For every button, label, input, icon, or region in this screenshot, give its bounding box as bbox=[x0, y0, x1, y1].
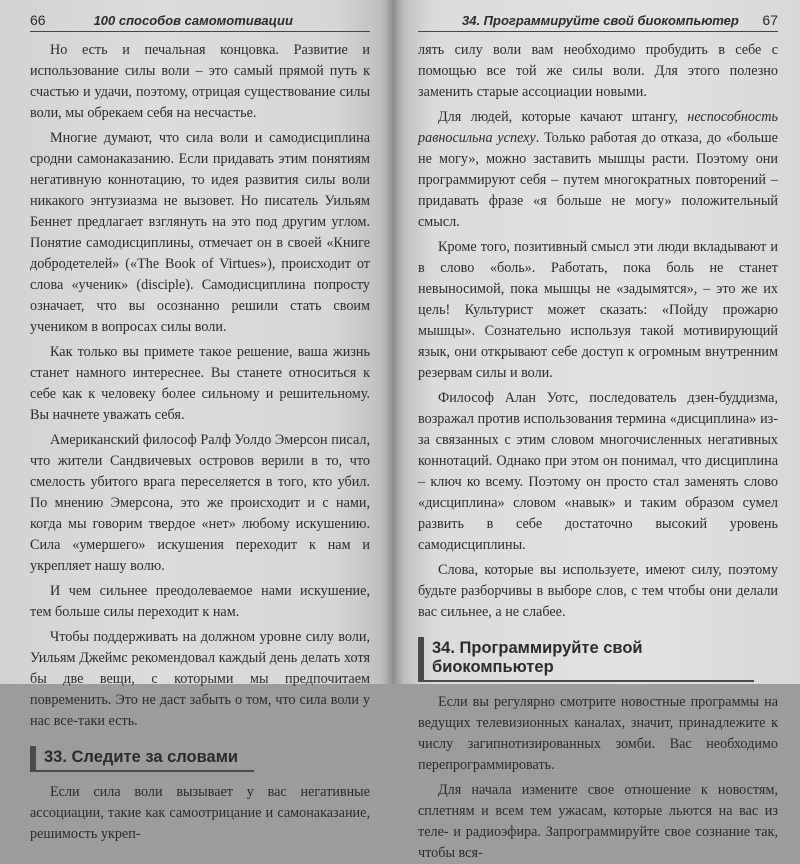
left-paragraph: Как только вы примете такое решение, ваша жизнь станет намного интереснее. Вы станете относиться к себе как к человеку более сильному и решительному. Вы начнете уважать себя. bbox=[30, 344, 370, 423]
left-running-head bbox=[30, 6, 370, 32]
section-heading-33: 33. Следите за словами bbox=[30, 746, 254, 772]
left-paragraph: Но есть и печальная концовка. Развитие и использование силы воли – это самый прямой путь к счастью и удачи, поэтому, отрицая существование силы воли, мы обрекаем себя на несчастье. bbox=[30, 42, 370, 121]
left-paragraph: Американский философ Ралф Уолдо Эмерсон писал, что жители Сандвичевых островов верили в то, что смелость убитого врага переселяется в того, кто убил. По мнению Эмерсона, это же происходит и с нами, когда мы говорим твердое «нет» любому искушению. Сила «умершего» искушения переходит к нам и укрепляет нашу волю. bbox=[30, 432, 370, 574]
italic-phrase: неспособность равносильна успеху bbox=[418, 109, 778, 146]
right-page-number: 67 bbox=[762, 12, 778, 28]
left-page bbox=[0, 0, 392, 842]
right-paragraph: Философ Алан Уотс, последователь дзен-буддизма, возражал против использования термина «дисциплина» из-за связанных с этим словом многочисленных негативных коннотаций. Однако при этом он понимал, что дисциплина – ключ ко всему. Поэтому он просто стал заменять слово «дисциплина» словом «навык» и таким образом сумел развить в себе достаточно высокий уровень самодисциплины. bbox=[418, 390, 778, 553]
left-paragraph: И чем сильнее преодолеваемое нами искушение, тем больше силы переходит к нам. bbox=[30, 583, 370, 620]
right-paragraph-weightlifters bbox=[418, 107, 778, 233]
left-page-number: 66 bbox=[30, 12, 46, 28]
right-paragraph: Кроме того, позитивный смысл эти люди вкладывают и в слово «боль». Работать, пока боль не станет невыносимой, пока мышцы не «задымятся», – это же их цель! Культурист может сказать: «Пойду прожарю мышцы». Сознательно используя такой мотивирующий язык, они открывают себе доступ к огромным внутренним резервам силы и воли. bbox=[418, 239, 778, 381]
book-gutter bbox=[382, 0, 404, 684]
paragraph-text: . Только работая до отказа, до «больше не могу», можно заставить мышцы расти. Поэтому они программируют себя – путем многократных повторений – придавать фразе «я больше не могу» положительный смысл. bbox=[418, 130, 778, 230]
left-paragraph: Многие думают, что сила воли и самодисциплина сродни самонаказанию. Если придавать этим понятиям негативную коннотацию, то идея развития силы воли никакого энтузиазма не вызовет. Но писатель Уильям Беннет предлагает взглянуть на это под другим углом. Понятие самодисциплины, отмечает он в своей «Книге добродетелей» («The Book of Virtues»), происходит от слова «ученик» (disciple). Самодисциплина попросту означает, что вы осознанно решили стать своим учеником в вопросах силы воли. bbox=[30, 130, 370, 335]
left-paragraph: Если сила воли вызывает у вас негативные ассоциации, такие как самоотрицание и самонаказание, решимость укреп- bbox=[30, 784, 370, 842]
right-running-head bbox=[418, 6, 778, 32]
right-paragraph: Слова, которые вы используете, имеют силу, поэтому будьте разборчивы в выборе слов, с тем чтобы они делали вас сильнее, а не слабее. bbox=[418, 562, 778, 620]
paragraph-text: Для людей, которые качают штангу, bbox=[438, 109, 688, 125]
section-heading-34: 34. Программируйте свой биокомпьютер bbox=[418, 637, 754, 682]
right-page bbox=[392, 0, 800, 861]
right-paragraph: Если вы регулярно смотрите новостные программы на ведущих телевизионных каналах, значит, принадлежите к числу загипнотизированных зомби. Вас необходимо перепрограммировать. bbox=[418, 694, 778, 773]
right-paragraph: Для начала измените свое отношение к новостям, сплетням и всем тем ужасам, которые льются на вас из теле- и радиоэфира. Запрограммируйте свое сознание так, чтобы вся- bbox=[418, 782, 778, 861]
right-running-head-title: 34. Программируйте свой биокомпьютер bbox=[462, 13, 739, 28]
left-running-head-title: 100 способов самомотивации bbox=[93, 13, 293, 28]
left-paragraph: Чтобы поддерживать на должном уровне силу воли, Уильям Джеймс рекомендовал каждый день делать хотя бы две вещи, с которыми мы предпочитаем повременить. Это не даст забыть о том, что сила воли у нас все-таки есть. bbox=[30, 629, 370, 729]
right-continuation-paragraph: лять силу воли вам необходимо пробудить в себе с помощью все той же силы воли. Для этого полезно заменить старые ассоциации новыми. bbox=[418, 42, 778, 100]
